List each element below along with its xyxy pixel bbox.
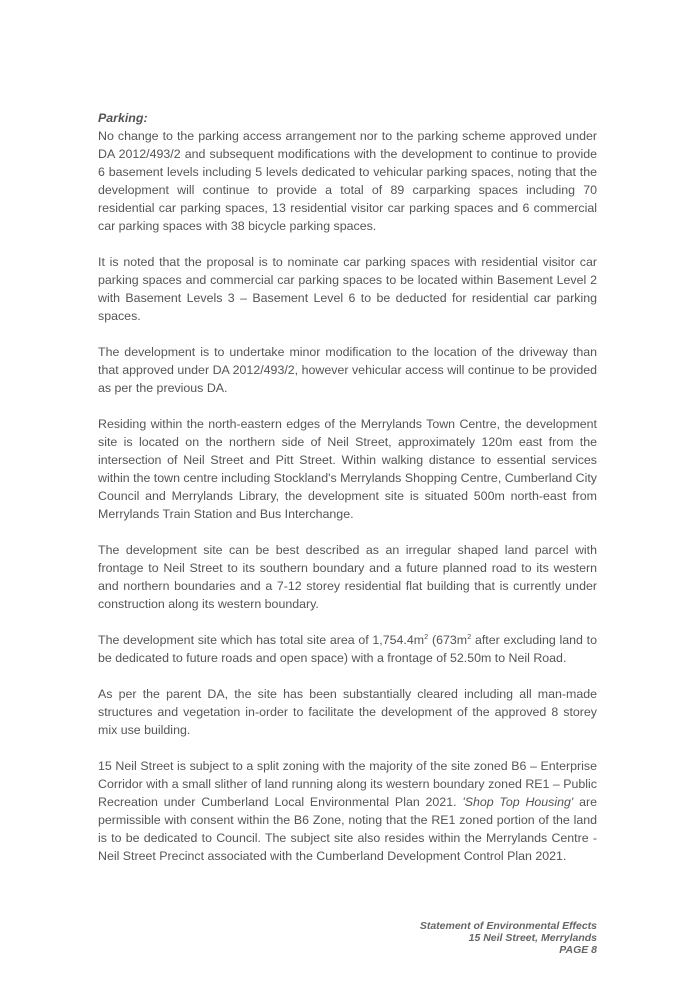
zoning-italic-term: 'Shop Top Housing'	[462, 795, 574, 809]
footer-address: 15 Neil Street, Merrylands	[468, 932, 597, 944]
page-body	[98, 109, 597, 883]
paragraph-site-cleared: As per the parent DA, the site has been substantially cleared including all man-made structures and vegetation in-order to facilitate the development of the approved 8 storey mix use building.	[98, 687, 597, 737]
footer-document-title: Statement of Environmental Effects	[419, 920, 597, 932]
paragraph-site-location: Residing within the north-eastern edges of the Merrylands Town Centre, the development site is located on the northern side of Neil Street, approximately 120m east from the intersection of Neil Street and Pitt Street. Within walking distance to essential services within the town centre including Stockland's Merrylands Shopping Centre, Cumberland City Council and Merrylands Library, the development site is situated 500m north-east from Merrylands Train Station and Bus Interchange.	[98, 417, 597, 521]
site-area-text-3: after excluding land to be dedicated to future roads and open space) with a frontage of 52.50m to Neil Road.	[98, 633, 597, 665]
superscript-squared-1: 2	[424, 632, 429, 641]
paragraph-site-area	[98, 631, 597, 667]
site-area-text-1: The development site which has total site area of 1,754.4m	[98, 633, 425, 647]
superscript-squared-2: 2	[467, 632, 472, 641]
zoning-text-2: are permissible with consent within the B6 Zone, noting that the RE1 zoned portion of the land is to be dedicated to Council. The subject site also resides within the Merrylands Centre - Neil Street Precinct associated with the Cumberland Development Control Plan 2021.	[98, 795, 597, 863]
page-footer	[420, 920, 597, 956]
paragraph-parking-scheme: No change to the parking access arrangement nor to the parking scheme approved under DA 2012/493/2 and subsequent modifications with the development to continue to provide 6 basement levels including 5 levels dedicated to vehicular parking spaces, noting that the development will continue to provide a total of 89 carparking spaces including 70 residential car parking spaces, 13 residential visitor car parking spaces and 6 commercial car parking spaces with 38 bicycle parking spaces.	[98, 129, 597, 233]
footer-page-number: PAGE 8	[559, 944, 597, 956]
site-area-text-2: (673m	[428, 633, 468, 647]
paragraph-site-description: The development site can be best described as an irregular shaped land parcel with frontage to Neil Street to its southern boundary and a future planned road to its western and northern boundaries and a 7-12 storey residential flat building that is currently under construction along its western boundary.	[98, 543, 597, 611]
paragraph-basement-allocation: It is noted that the proposal is to nominate car parking spaces with residential visitor car parking spaces and commercial car parking spaces to be located within Basement Level 2 with Basement Levels 3 – Basement Level 6 to be deducted for residential car parking spaces.	[98, 255, 597, 323]
paragraph-driveway-modification: The development is to undertake minor modification to the location of the driveway than that approved under DA 2012/493/2, however vehicular access will continue to be provided as per the previous DA.	[98, 345, 597, 395]
paragraph-zoning	[98, 757, 597, 865]
zoning-text-1: 15 Neil Street is subject to a split zoning with the majority of the site zoned B6 – Enterprise Corridor with a small slither of land running along its western boundary zoned RE1 – Public Recreation under Cumberland Local Environmental Plan 2021.	[98, 759, 597, 809]
section-heading-parking: Parking:	[98, 111, 148, 125]
